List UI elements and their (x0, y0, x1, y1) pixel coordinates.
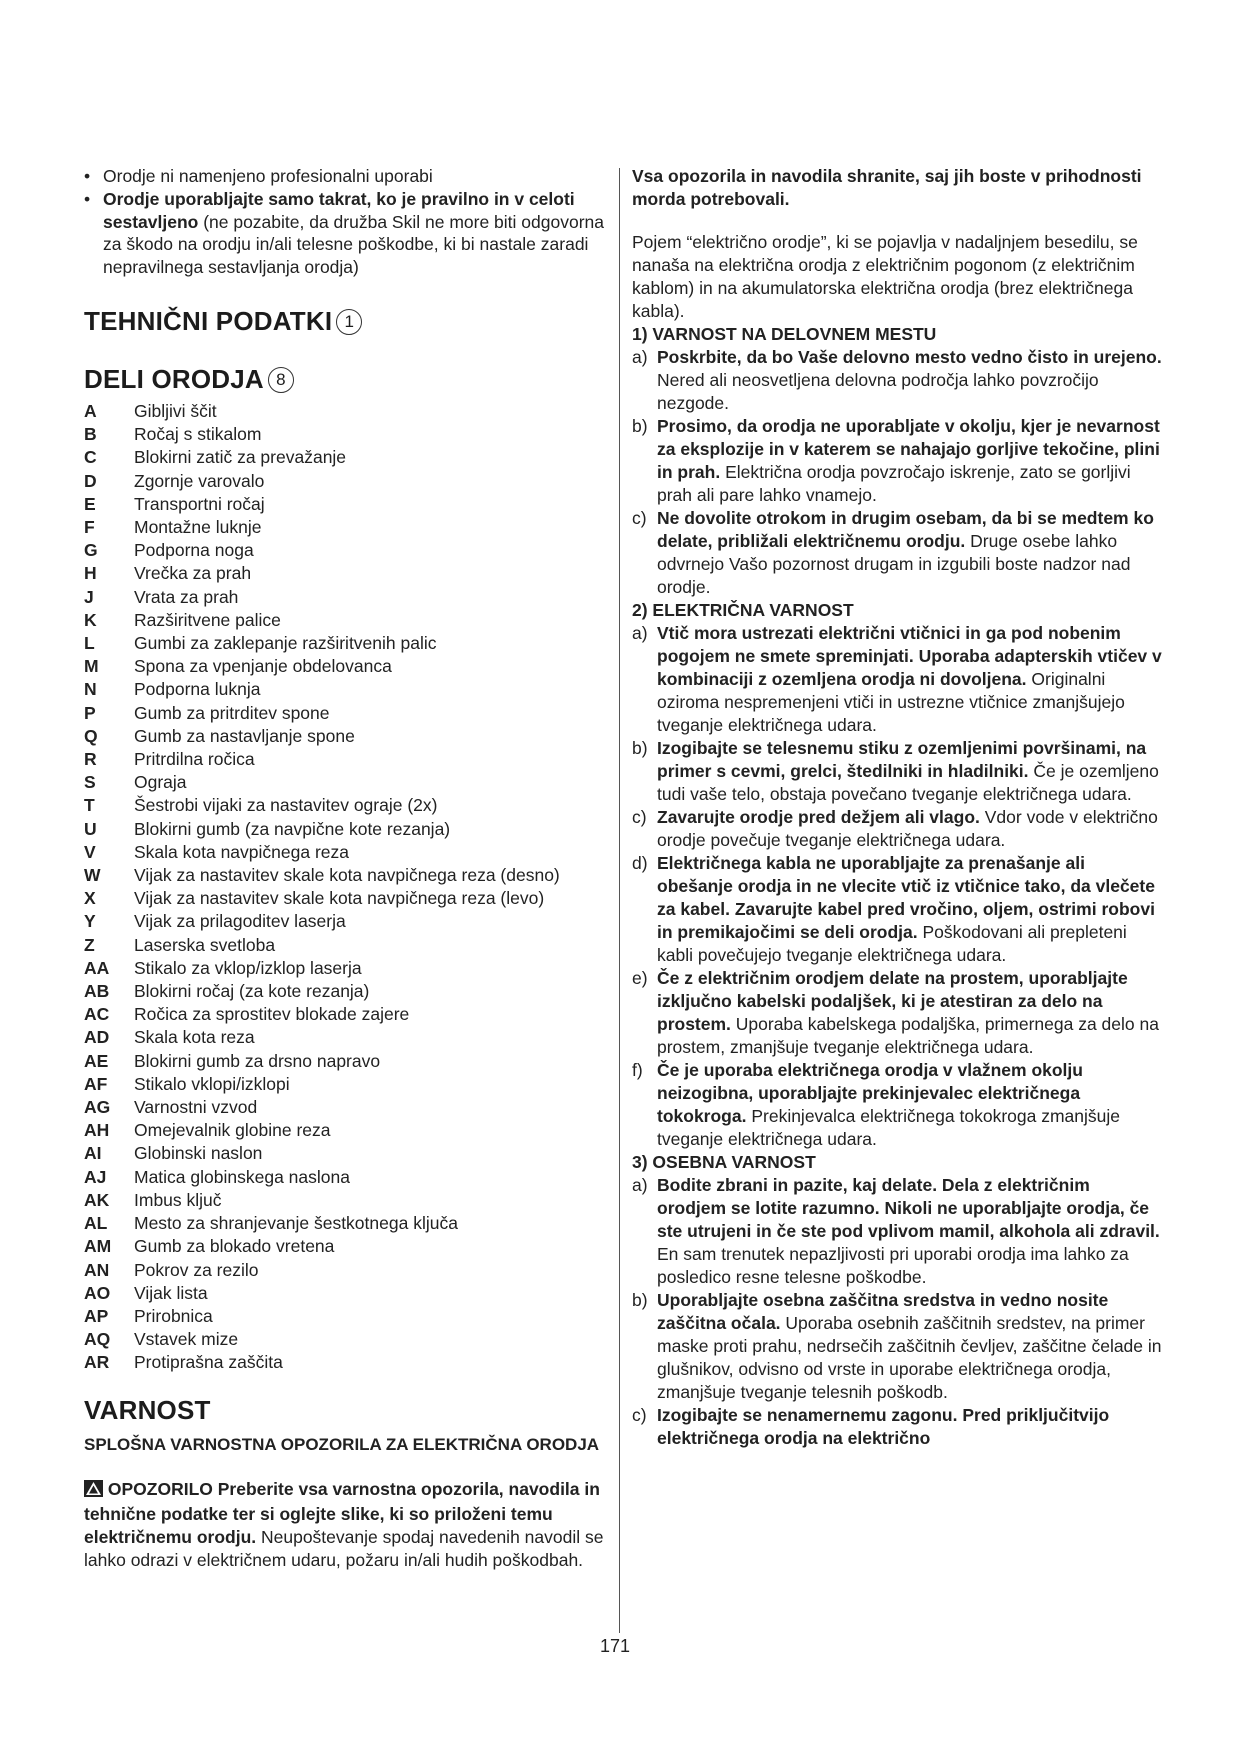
parts-item (84, 1189, 614, 1212)
part-description: Skala kota reza (134, 1027, 255, 1048)
part-description: Stikalo vklopi/izklopi (134, 1073, 290, 1094)
section-title-safety: VARNOST (84, 1394, 211, 1425)
part-description: Prirobnica (134, 1305, 213, 1326)
part-description: Vrata za prah (134, 586, 239, 607)
bullet-text: Orodje ni namenjeno profesionalni uporabi (103, 166, 433, 186)
item-marker: a) (632, 623, 648, 643)
parts-item (84, 1305, 614, 1328)
part-description: Blokirni ročaj (za kote rezanja) (134, 981, 370, 1002)
parts-item (84, 887, 614, 910)
part-code: Y (84, 911, 96, 932)
item-marker: b) (632, 416, 648, 436)
item-text: Električnega kabla ne uporabljajte za prenašanje ali obešanje orodja in ne vlecite vtič iz vtičnice tako, da vlečete za kabel. Zavarujte kabel pred vročino, oljem, ostrimi robovi in premikajočimi se deli orodja. Poškodovani ali prepleteni kabli povečujejo tveganje električnega udara. (657, 853, 1155, 965)
part-code: AR (84, 1352, 110, 1373)
part-code: W (84, 865, 101, 886)
part-description: Pokrov za rezilo (134, 1259, 259, 1280)
part-code: C (84, 447, 97, 468)
item-marker: c) (632, 1405, 647, 1425)
parts-item (84, 748, 614, 771)
safety-item (632, 346, 1162, 415)
part-code: AD (84, 1027, 110, 1048)
safety-item (632, 806, 1162, 852)
parts-item (84, 702, 614, 725)
part-description: Ročaj s stikalom (134, 424, 262, 445)
parts-item (84, 794, 614, 817)
parts-item (84, 841, 614, 864)
part-code: M (84, 656, 99, 677)
safety-item (632, 415, 1162, 507)
item-text: Prosimo, da orodja ne uporabljate v okolju, kjer je nevarnost za eksplozije in v katerem se nahajajo gorljive tekočine, plini in prah. Električna orodja povzročajo iskrenje, zato se gorljivi prah ali pare lahko vnamejo. (657, 416, 1160, 505)
safety-item (632, 1174, 1162, 1289)
safety-item (632, 967, 1162, 1059)
part-description: Podporna luknja (134, 679, 261, 700)
parts-item (84, 864, 614, 887)
parts-item (84, 980, 614, 1003)
part-description: Podporna noga (134, 540, 254, 561)
parts-item (84, 1351, 614, 1374)
bullet-dot: • (84, 166, 91, 186)
section-heading: 1) VARNOST NA DELOVNEM MESTU (632, 324, 937, 344)
part-code: A (84, 400, 97, 421)
safety-item (632, 1404, 1162, 1450)
part-code: F (84, 517, 95, 537)
parts-item (84, 539, 614, 562)
part-description: Gumbi za zaklepanje razširitvenih palic (134, 633, 437, 654)
item-marker: a) (632, 1175, 648, 1195)
part-code: P (84, 702, 96, 723)
part-code: D (84, 470, 97, 491)
part-code: Q (84, 725, 98, 746)
part-description: Ročica za sprostitev blokade zajere (134, 1004, 410, 1025)
part-code: G (84, 540, 98, 561)
parts-item (84, 1119, 614, 1142)
part-description: Blokirni zatič za prevažanje (134, 447, 347, 468)
part-code: AP (84, 1305, 109, 1326)
part-description: Vijak za prilagoditev laserja (134, 911, 346, 932)
part-code: AE (84, 1050, 109, 1071)
part-code: AK (84, 1189, 110, 1210)
item-marker: e) (632, 968, 648, 988)
parts-item (84, 632, 614, 655)
part-description: Omejevalnik globine reza (134, 1120, 331, 1141)
parts-item (84, 516, 614, 539)
item-text: Vtič mora ustrezati električni vtičnici in ga pod nobenim pogojem ne smete spreminjati. Uporaba adapterskih vtičev v kombinaciji z ozemljena orodja ni dovoljena. Originalni oziroma nespremenjeni vtiči in ustrezne vtičnice zmanjšujejo tveganje električnega udara. (657, 623, 1162, 735)
part-code: AJ (84, 1166, 107, 1187)
item-text: Poskrbite, da bo Vaše delovno mesto vedno čisto in urejeno. Nered ali neosvetljena delovna področja lahko povzročijo nezgode. (657, 347, 1162, 413)
part-description: Vijak lista (134, 1282, 208, 1303)
item-text: Bodite zbrani in pazite, kaj delate. Dela z električnim orodjem se lotite razumno. Nikoli ne uporabljajte orodja, če ste utrujeni in če ste pod vplivom mamil, alkohola ali zdravil. En sam trenutek nepazljivosti pri uporabi orodja ima lahko za posledico resne telesne poškodbe. (657, 1175, 1160, 1287)
part-code: AH (84, 1120, 110, 1141)
safety-item (632, 622, 1162, 737)
figure-ref: 1 (336, 309, 362, 335)
parts-item (84, 1235, 614, 1258)
parts-item (84, 562, 614, 585)
parts-item (84, 1096, 614, 1119)
part-description: Montažne luknje (134, 517, 262, 537)
parts-item (84, 1026, 614, 1049)
part-code: J (84, 586, 94, 607)
part-description: Gibljivi ščit (134, 400, 217, 421)
parts-item (84, 1328, 614, 1351)
warning-paragraph: OPOZORILO Preberite vsa varnostna opozorila, navodila in tehnične podatke ter si oglejte slike, ki so priloženi temu električnemu orodju. Neupoštevanje spodaj navedenih navodil se lahko odrazi v električnem udaru, požaru in/ali hudih poškodbah. (84, 1478, 604, 1570)
item-text: Ne dovolite otrokom in drugim osebam, da bi se medtem ko delate, približali električnemu orodju. Druge osebe lahko odvrnejo Vašo pozornost drugam in izgubili boste nadzor nad orodje. (657, 508, 1154, 597)
parts-item (84, 771, 614, 794)
parts-item (84, 400, 614, 423)
parts-item (84, 1259, 614, 1282)
part-code: K (84, 609, 97, 630)
part-code: AG (84, 1097, 111, 1118)
parts-list (84, 400, 614, 1375)
keep-instructions: Vsa opozorila in navodila shranite, saj jih boste v prihodnosti morda potrebovali. (632, 166, 1142, 209)
parts-item (84, 1212, 614, 1235)
part-description: Matica globinskega naslona (134, 1166, 350, 1187)
part-description: Spona za vpenjanje obdelovanca (134, 656, 392, 677)
part-code: AI (84, 1143, 102, 1164)
page-number: 171 (600, 1636, 631, 1656)
parts-item (84, 493, 614, 516)
part-code: AO (84, 1282, 111, 1303)
parts-item (84, 446, 614, 469)
part-code: AQ (84, 1329, 111, 1350)
parts-item (84, 957, 614, 980)
bullet-item (84, 188, 614, 279)
parts-item (84, 423, 614, 446)
item-text: Izogibajte se nenamernemu zagonu. Pred priključitvijo električnega orodja na električno (657, 1405, 1110, 1448)
parts-item (84, 1050, 614, 1073)
part-code: AM (84, 1236, 112, 1257)
part-code: AN (84, 1259, 110, 1280)
part-description: Gumb za nastavljanje spone (134, 725, 355, 746)
section-title-tech: TEHNIČNI PODATKI 1 (84, 306, 614, 337)
part-description: Ograja (134, 772, 187, 793)
part-description: Razširitvene palice (134, 609, 281, 630)
part-code: V (84, 841, 96, 862)
safety-item (632, 737, 1162, 806)
part-code: Z (84, 934, 95, 955)
part-code: AA (84, 957, 110, 978)
item-text: Če je uporaba električnega orodja v vlažnem okolju neizogibna, uporabljajte prekinjevalec električnega tokokroga. Prekinjevalca električnega tokokroga zmanjšuje tveganje električnega udara. (657, 1060, 1120, 1149)
part-code: N (84, 679, 97, 700)
part-code: B (84, 424, 97, 445)
item-marker: c) (632, 807, 647, 827)
item-text: Uporabljajte osebna zaščitna sredstva in vedno nosite zaščitna očala. Uporaba osebnih zaščitnih sredstev, na primer maske proti prahu, nedrsečih zaščitnih čevljev, zaščitne čelade in glušnikov, odvisno od vrste in uporabe električnega orodja, zmanjšuje tveganje telesnih poškodb. (657, 1290, 1162, 1402)
parts-item (84, 470, 614, 493)
part-description: Blokirni gumb za drsno napravo (134, 1050, 381, 1071)
item-marker: a) (632, 347, 648, 367)
item-text: Izogibajte se telesnemu stiku z ozemljenimi površinami, na primer s cevmi, grelci, štedilniki in hladilniki. Če je ozemljeno tudi vaše telo, obstaja povečano tveganje električnega udara. (657, 738, 1159, 804)
part-code: E (84, 493, 96, 514)
parts-item (84, 655, 614, 678)
safety-item (632, 507, 1162, 599)
part-code: X (84, 888, 96, 909)
parts-item (84, 1166, 614, 1189)
part-code: AL (84, 1213, 108, 1234)
section-heading: 2) ELEKTRIČNA VARNOST (632, 600, 854, 620)
part-description: Skala kota navpičnega reza (134, 841, 349, 862)
bullet-dot: • (84, 188, 91, 209)
right-column (632, 165, 1162, 1450)
part-description: Pritrdilna ročica (134, 749, 255, 770)
left-column (84, 165, 614, 1572)
item-marker: b) (632, 738, 648, 758)
column-divider (619, 168, 620, 1633)
part-description: Gumb za pritrditev spone (134, 702, 330, 723)
definition-paragraph: Pojem “električno orodje”, ki se pojavlja v nadaljnjem besedilu, se nanaša na električna orodja z električnim pogonom (z električnim kablom) in na akumulatorska električna orodja (brez električnega kabla). (632, 232, 1138, 321)
part-description: Laserska svetloba (134, 934, 276, 955)
safety-item (632, 852, 1162, 967)
parts-item (84, 1282, 614, 1305)
safety-item (632, 1059, 1162, 1151)
part-code: L (84, 633, 95, 654)
warning-triangle-icon (84, 1480, 103, 1503)
part-description: Stikalo za vklop/izklop laserja (134, 957, 362, 978)
item-text: Zavarujte orodje pred dežjem ali vlago. Vdor vode v električno orodje povečuje tveganje električnega udara. (657, 807, 1158, 850)
parts-item (84, 1003, 614, 1026)
item-marker: d) (632, 853, 648, 873)
safety-subtitle: SPLOŠNA VARNOSTNA OPOZORILA ZA ELEKTRIČNA ORODJA (84, 1434, 600, 1454)
parts-item (84, 934, 614, 957)
part-description: Vrečka za prah (134, 563, 252, 584)
part-description: Mesto za shranjevanje šestkotnega ključa (134, 1213, 458, 1234)
parts-item (84, 910, 614, 933)
part-code: AB (84, 981, 110, 1002)
part-description: Transportni ročaj (134, 493, 265, 514)
part-code: AC (84, 1004, 110, 1025)
part-description: Globinski naslon (134, 1143, 263, 1164)
parts-item (84, 678, 614, 701)
section-heading: 3) OSEBNA VARNOST (632, 1152, 816, 1172)
part-description: Gumb za blokado vretena (134, 1236, 335, 1257)
parts-item (84, 818, 614, 841)
section-title-parts: DELI ORODJA 8 (84, 364, 614, 395)
part-description: Zgornje varovalo (134, 470, 265, 491)
part-description: Vijak za nastavitev skale kota navpičnega reza (levo) (134, 888, 545, 909)
item-text: Če z električnim orodjem delate na prostem, uporabljajte izključno kabelski podaljšek, ki je atestiran za delo na prostem. Uporaba kabelskega podaljška, primernega za delo na prostem, zmanjšuje tveganje električnega udara. (657, 968, 1159, 1057)
item-marker: c) (632, 508, 647, 528)
part-description: Varnostni vzvod (134, 1097, 258, 1118)
parts-item (84, 1142, 614, 1165)
item-marker: b) (632, 1290, 648, 1310)
part-description: Šestrobi vijaki za nastavitev ograje (2x) (134, 795, 438, 816)
part-code: H (84, 563, 97, 584)
part-description: Imbus ključ (134, 1189, 222, 1210)
bullet-item (84, 165, 614, 188)
part-code: T (84, 795, 95, 816)
part-code: S (84, 772, 96, 793)
safety-sections (632, 323, 1162, 1450)
item-marker: f) (632, 1060, 643, 1080)
parts-item (84, 725, 614, 748)
parts-item (84, 1073, 614, 1096)
parts-item (84, 586, 614, 609)
part-description: Protiprašna zaščita (134, 1352, 283, 1373)
figure-ref: 8 (268, 367, 294, 393)
part-description: Vijak za nastavitev skale kota navpičnega reza (desno) (134, 865, 560, 886)
part-code: AF (84, 1073, 108, 1094)
part-code: R (84, 749, 97, 770)
part-description: Blokirni gumb (za navpične kote rezanja) (134, 818, 451, 839)
safety-item (632, 1289, 1162, 1404)
bullet-text: Orodje uporabljajte samo takrat, ko je pravilno in v celoti sestavljeno (ne pozabite, da družba Skil ne more biti odgovorna za škodo na orodju in/ali telesne poškodbe, ki bi nastale zaradi nepravilnega sestavljanja orodja) (103, 188, 604, 278)
part-code: U (84, 818, 97, 839)
parts-item (84, 609, 614, 632)
part-description: Vstavek mize (134, 1329, 239, 1350)
